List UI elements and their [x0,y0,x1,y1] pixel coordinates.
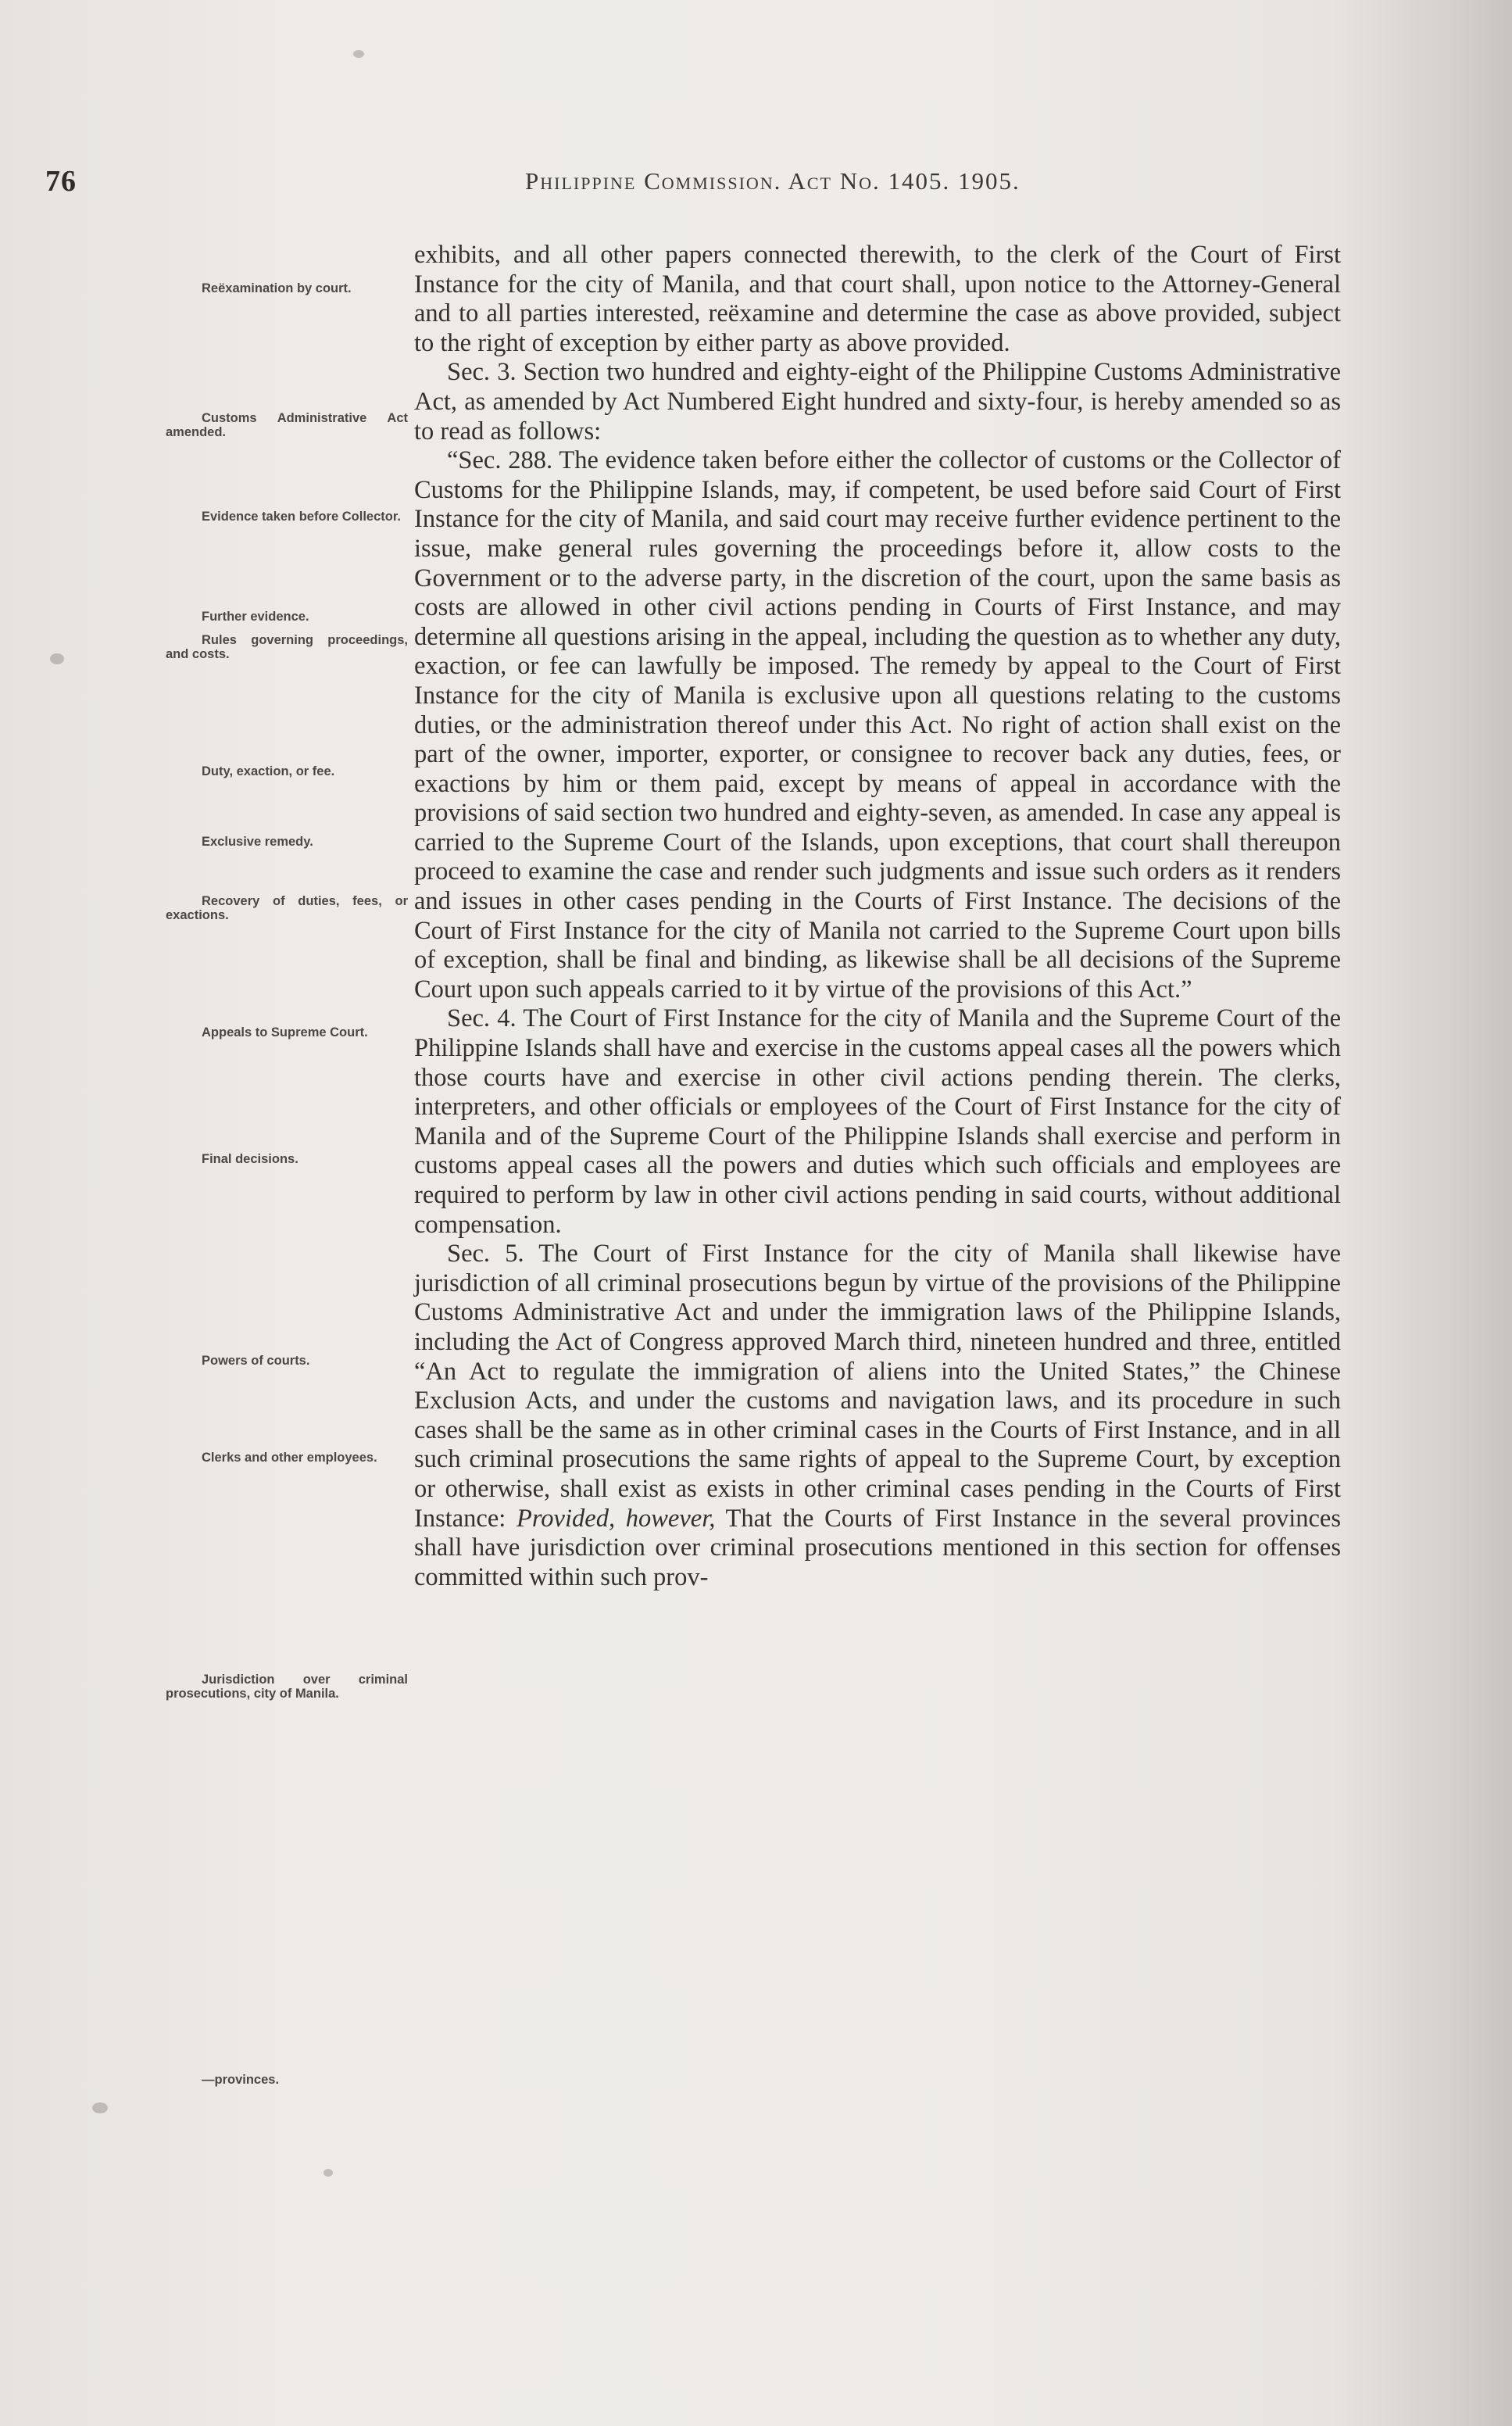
paragraph-section-3: Sec. 3. Section two hundred and eighty-eight of the Philippine Customs Administrative Act, as amended by Act Numbered Eight hundred and sixty-four, is hereby amended so as to read as follows: [414,358,1341,445]
margin-note-jurisdiction: Jurisdiction over criminal prosecutions, city of Manila. [166,1673,408,1701]
proviso-phrase: Provided, however, [517,1504,716,1533]
margin-note-evidence: Evidence taken before Collector. [202,510,401,524]
paper-speck [353,50,364,58]
section-5-proviso-text: That the Courts of First Instance in the several provinces shall have jurisdiction over criminal prosecutions mentioned in this section for offenses committed within such prov- [414,1504,1341,1591]
margin-note-final: Final decisions. [202,1152,298,1166]
margin-note-further-evidence: Further evidence. [202,610,309,624]
paragraph-section-288: “Sec. 288. The evidence taken before either the collector of customs or the Collector of Customs for the Philippine Islands, may, if competent, be used before said Court of First Instance for the city of Manila, and said court may receive further evidence pertinent to the issue, make general rules governing the proceedings before it, allow costs to the Government or to the adverse party, in the discretion of the court, upon the same basis as costs are allowed in other civil actions pending in Courts of First Instance, and may determine all questions arising in the appeal, including the question as to whether any duty, exaction, or fee can lawfully be imposed. The remedy by appeal to the Court of First Instance for the city of Manila is exclusive upon all questions relating to the customs duties, or the administration thereof under this Act. No right of action shall exist on the part of the owner, importer, exporter, or consignee to recover back any duties, fees, or exactions by him or them paid, except by means of appeal in accordance with the provisions of said section two hundred and eighty-seven, as amended. In case any appeal is carried to the Supreme Court of the Islands, upon exceptions, that court shall thereupon proceed to examine the case and render such judgments and issue such orders as it renders and issues in other cases pending in the Courts of First Instance. The decisions of the Court of First Instance for the city of Manila not carried to the Supreme Court upon bills of exception, shall be final and binding, as likewise shall be all decisions of the Supreme Court upon such appeals carried to it by virtue of the provisions of this Act.” [414,446,1341,1004]
margin-note-customs-act: Customs Administrative Act amended. [166,411,408,439]
margin-note-clerks: Clerks and other employees. [202,1451,377,1465]
running-head: Philippine Commission. Act No. 1405. 1905. [525,167,1021,195]
paper-speck [50,653,64,664]
paragraph-section-5 [414,1240,1341,1592]
margin-note-rules: Rules governing proceedings, and costs. [166,633,408,661]
margin-note-provinces: —provinces. [202,2073,280,2087]
margin-note-reexamination: Reëxamination by court. [202,281,352,295]
margin-note-exclusive: Exclusive remedy. [202,835,313,849]
paragraph-continued: exhibits, and all other papers connected therewith, to the clerk of the Court of First Instance for the city of Manila, and that court shall, upon notice to the Attorney-General and to all parties interested, reëxamine and determine the case as above provided, subject to the right of exception by either party as above provided. [414,241,1341,357]
section-5-text: Sec. 5. The Court of First Instance for the city of Manila shall likewise have jurisdiction of all criminal prosecutions begun by virtue of the provisions of the Philippine Customs Administrative Act and under the immigration laws of the Philippine Islands, including the Act of Congress approved March third, nineteen hundred and three, entitled “An Act to regulate the immigration of aliens into the United States,” the Chinese Exclusion Acts, and under the customs and navigation laws, and its procedure in such cases shall be the same as in other criminal cases in the Courts of First Instance, and in all such criminal prosecutions the same rights of appeal to the Supreme Court, by exception or otherwise, shall exist as exists in other criminal cases pending in the Courts of First Instance: [414,1240,1341,1533]
margin-note-appeals: Appeals to Supreme Court. [202,1025,368,1039]
paragraph-section-4: Sec. 4. The Court of First Instance for the city of Manila and the Supreme Court of the Philippine Islands shall have and exercise in the customs appeal cases all the powers which those courts have and exercise in other civil actions pending therein. The clerks, interpreters, and other officials or employees of the Court of First Instance for the city of Manila and of the Supreme Court of the Philippine Islands shall exercise and perform in customs appeal cases all the powers and duties which such officials and employees are required to perform by law in other civil actions pending in said courts, without additional compensation. [414,1004,1341,1239]
paper-speck [92,2102,108,2113]
page-number: 76 [45,165,77,198]
body-text [414,241,1341,1592]
page-header [0,164,1512,211]
paper-speck [323,2169,333,2177]
margin-note-powers: Powers of courts. [202,1354,310,1368]
margin-note-recovery: Recovery of duties, fees, or exactions. [166,894,408,922]
margin-note-duty: Duty, exaction, or fee. [202,764,335,778]
